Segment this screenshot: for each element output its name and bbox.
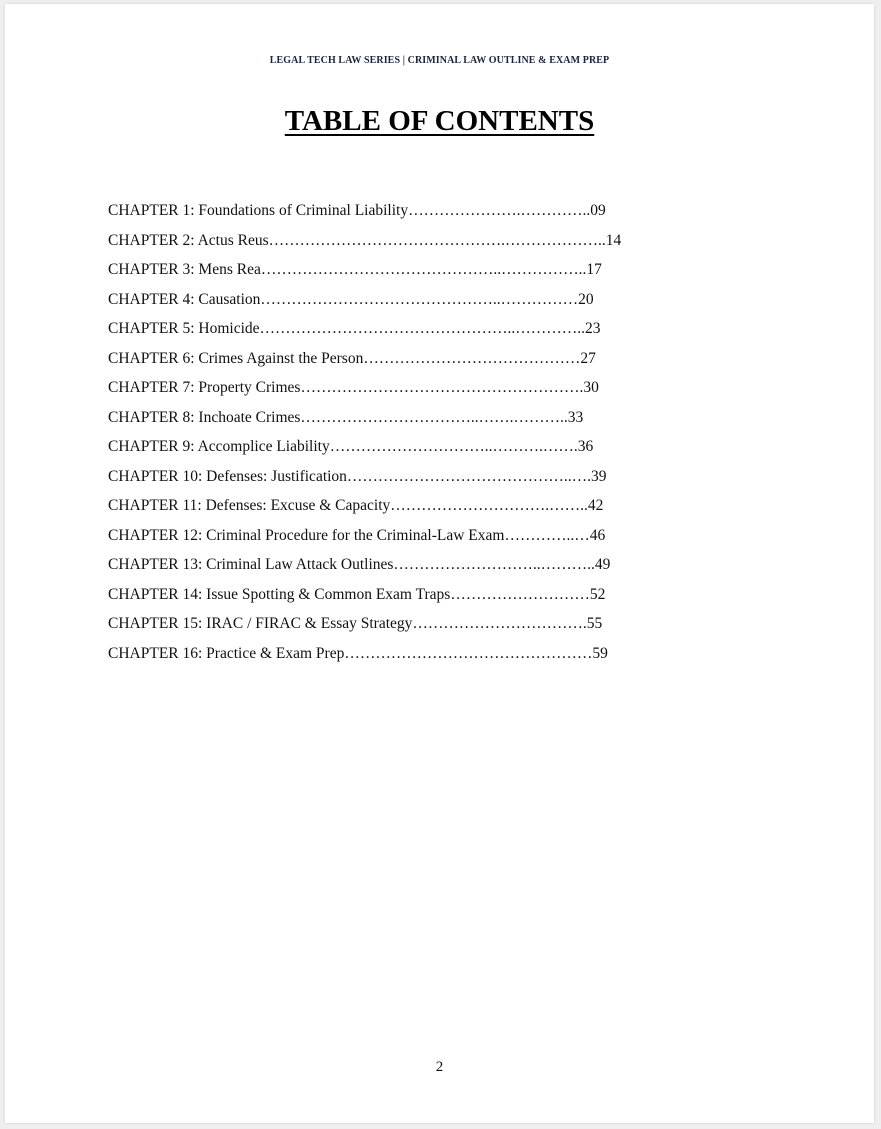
page-number: 2: [435, 1059, 444, 1075]
toc-entry-chapter-12[interactable]: CHAPTER 12: Criminal Procedure for the Criminal-Law Exam…………..…46: [108, 526, 606, 544]
toc-entry-chapter-2[interactable]: CHAPTER 2: Actus Reus……………………………………….………………..14: [108, 231, 622, 249]
toc-entry-chapter-16[interactable]: CHAPTER 16: Practice & Exam Prep…………………………………………59: [108, 644, 608, 662]
toc-entry-chapter-10[interactable]: CHAPTER 10: Defenses: Justification……………………………………..….39: [108, 467, 607, 485]
toc-list: [108, 196, 621, 668]
document-page: [5, 4, 874, 1123]
toc-entry-chapter-9[interactable]: CHAPTER 9: Accomplice Liability…………………………..……….…….36: [108, 438, 594, 455]
toc-entry-chapter-8[interactable]: CHAPTER 8: Inchoate Crimes……………………………..…….………..33: [108, 408, 584, 426]
toc-entry-chapter-4[interactable]: CHAPTER 4: Causation………………………………………..……………20: [108, 290, 594, 308]
toc-entry-chapter-11[interactable]: CHAPTER 11: Defenses: Excuse & Capacity………………………….……..42: [108, 497, 604, 514]
running-header: LEGAL TECH LAW SERIES | CRIMINAL LAW OUTLINE & EXAM PREP: [269, 55, 610, 66]
toc-entry-chapter-15[interactable]: CHAPTER 15: IRAC / FIRAC & Essay Strategy…………………………….55: [108, 615, 603, 632]
toc-entry-chapter-14[interactable]: CHAPTER 14: Issue Spotting & Common Exam Traps………………………52: [108, 585, 606, 603]
toc-entry-chapter-5[interactable]: CHAPTER 5: Homicide…………………………………………..…………..23: [108, 320, 601, 337]
toc-entry-chapter-1[interactable]: CHAPTER 1: Foundations of Criminal Liability………………….…………..09: [108, 202, 606, 219]
toc-entry-chapter-13[interactable]: CHAPTER 13: Criminal Law Attack Outlines………………………..………..49: [108, 556, 611, 573]
toc-entry-chapter-6[interactable]: CHAPTER 6: Crimes Against the Person……………………………………27: [108, 349, 596, 367]
toc-title: TABLE OF CONTENTS: [284, 105, 595, 137]
toc-entry-chapter-3[interactable]: CHAPTER 3: Mens Rea………………………………………..……………..17: [108, 261, 602, 278]
toc-entry-chapter-7[interactable]: CHAPTER 7: Property Crimes……………………………………………….30: [108, 379, 599, 396]
